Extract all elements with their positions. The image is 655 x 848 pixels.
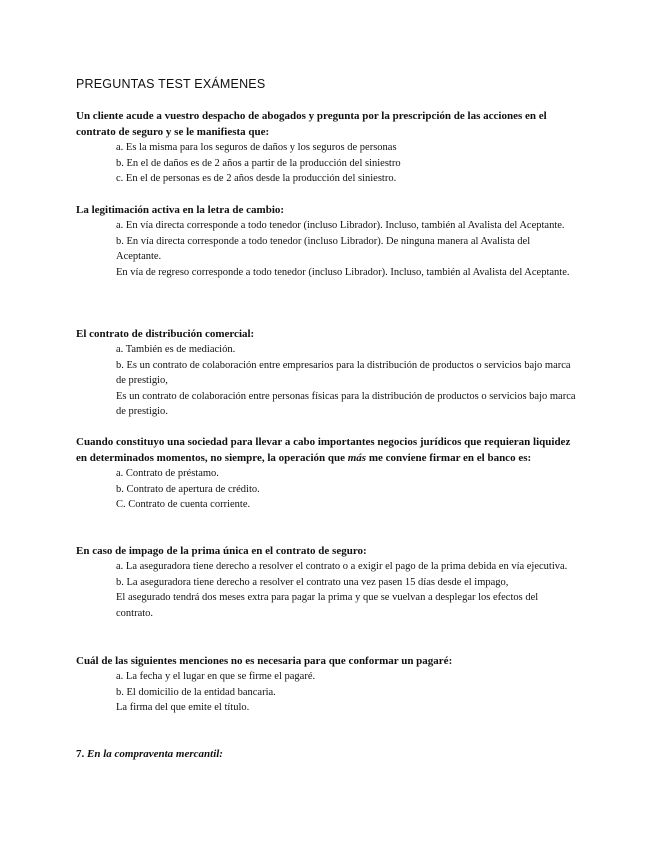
- options-list: [76, 466, 576, 513]
- options-list: [76, 342, 576, 420]
- question-text-italic: más: [347, 452, 367, 464]
- question-7: [76, 748, 223, 760]
- question-6: [76, 653, 576, 716]
- option-a: a. Contrato de préstamo.: [116, 468, 219, 479]
- option-a: a. La fecha y el lugar en que se firme el pagaré.: [116, 671, 316, 682]
- question-text: En la compraventa mercantil:: [87, 748, 223, 760]
- option-a: a. También es de mediación.: [116, 344, 236, 355]
- option-a: a. La aseguradora tiene derecho a resolver el contrato o a exigir el pago de la prima debida en vía ejecutiva.: [116, 561, 568, 572]
- option-c: c. En el de personas es de 2 años desde la producción del siniestro.: [116, 173, 397, 184]
- question-text: Un cliente acude a vuestro despacho de abogados y pregunta por la prescripción de las acciones en el contrato de seguro y se le manifiesta que:: [76, 110, 547, 138]
- question-number: 7.: [76, 748, 85, 760]
- option-c: La firma del que emite el título.: [116, 702, 250, 713]
- question-3: [76, 326, 576, 420]
- question-5: [76, 543, 576, 621]
- option-a: a. Es la misma para los seguros de daños y los seguros de personas: [116, 142, 397, 153]
- question-text: La legitimación activa en la letra de cambio:: [76, 204, 285, 216]
- option-b: b. Contrato de apertura de crédito.: [116, 483, 260, 495]
- question-text: Cuál de las siguientes menciones no es necesaria para que conformar un pagaré:: [76, 655, 453, 667]
- option-a: a. En vía directa corresponde a todo tenedor (incluso Librador). Incluso, también al Avalista del Aceptante.: [116, 220, 565, 231]
- option-b: b. El domicilio de la entidad bancaria.: [116, 686, 276, 698]
- question-4: [76, 434, 576, 513]
- document-title: PREGUNTAS TEST EXÁMENES: [76, 77, 266, 91]
- option-c: C. Contrato de cuenta corriente.: [116, 499, 251, 510]
- options-list: [76, 218, 576, 280]
- options-list: [76, 559, 576, 621]
- options-list: [76, 140, 576, 187]
- option-c: En vía de regreso corresponde a todo tenedor (incluso Librador). Incluso, también al Avalista del Aceptante.: [116, 266, 570, 278]
- question-2: [76, 202, 576, 280]
- question-text: En caso de impago de la prima única en el contrato de seguro:: [76, 545, 367, 557]
- option-b: b. En vía directa corresponde a todo tenedor (incluso Librador). De ninguna manera al Avalista del Aceptante.: [116, 235, 531, 262]
- question-text-end: me conviene firmar en el banco es:: [366, 452, 532, 464]
- question-text-start: Cuando constituyo una sociedad para llevar a cabo importantes negocios jurídicos que requieran liquidez en determinados momentos, no siempre, la operación que: [76, 436, 571, 464]
- option-b: b. En el de daños es de 2 años a partir de la producción del siniestro: [116, 157, 401, 169]
- question-text: El contrato de distribución comercial:: [76, 328, 255, 340]
- question-1: [76, 108, 576, 187]
- option-b: b. La aseguradora tiene derecho a resolver el contrato una vez pasen 15 días desde el impago,: [116, 576, 509, 588]
- option-c: El asegurado tendrá dos meses extra para pagar la prima y que se vuelvan a desplegar los efectos del contrato.: [116, 592, 539, 619]
- option-b: b. Es un contrato de colaboración entre empresarios para la distribución de productos o servicios bajo marca de prestigio,: [116, 359, 571, 386]
- question-text: [76, 434, 576, 466]
- option-c: Es un contrato de colaboración entre personas físicas para la distribución de productos o servicios bajo marca de prestigio.: [116, 390, 576, 417]
- options-list: [76, 669, 576, 716]
